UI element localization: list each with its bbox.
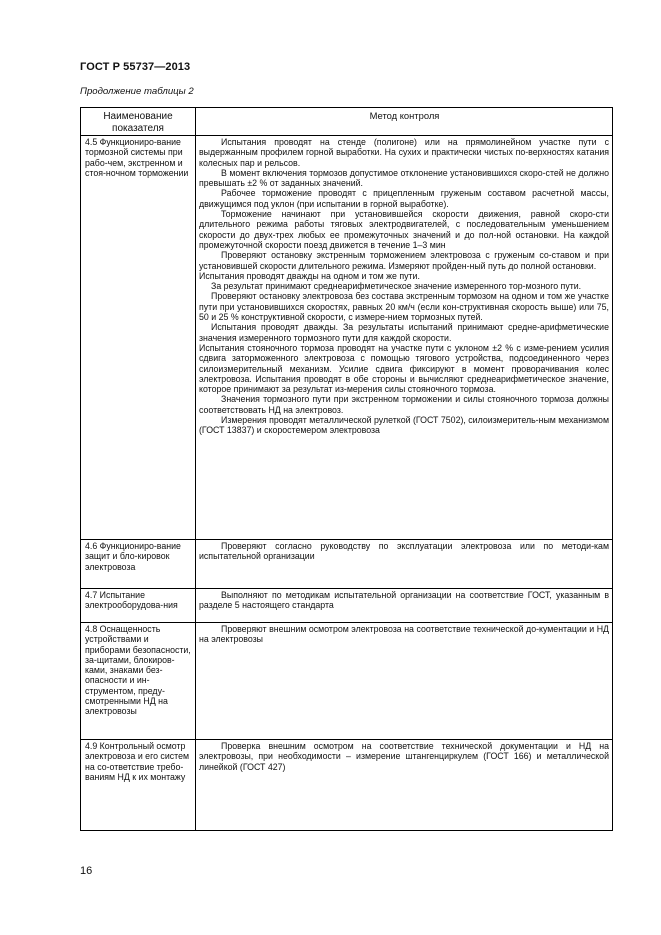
method-paragraph: За результат принимают среднеарифметическое значение измеренного тор-мозного пути. (211, 281, 582, 292)
method-paragraph: Измерения проводят металлической рулеткой (ГОСТ 7502), силоизмеритель-ным механизмом (ГОСТ 13837) и скоростемером электровоза (199, 415, 609, 436)
method-paragraph: Проверка внешним осмотром на соответствие технической документации и НД на электровозы, при необходимости – измерение штангенциркулем (ГОСТ 166) и металлической линейкой (ГОСТ 427) (199, 741, 609, 772)
table-continuation-caption: Продолжение таблицы 2 (80, 86, 194, 97)
row-name-4-6: 4.6 Функциониро-вание защит и бло-кировок электровоза (85, 541, 181, 572)
method-paragraph: Испытания проводят на стенде (полигоне) или на прямолинейном участке пути с выдержанным профилем горной выработки. На сухих и практически чистых по-верхностях катания колесных пар и рельсов. (199, 137, 609, 168)
method-paragraph: Проверяют согласно руководству по эксплуатации электровоза или по методи-кам испытательной организации (199, 541, 609, 562)
column-header-name: Наименование показателя (103, 111, 173, 134)
row-method-4-9 (199, 741, 609, 772)
row-name-4-9: 4.9 Контрольный осмотр электровоза и его систем на со-ответствие требо-ваниям НД к их монтажу (85, 741, 190, 782)
row-name-4-7: 4.7 Испытание электрооборудова-ния (85, 590, 178, 611)
row-divider (81, 135, 612, 136)
row-divider (81, 539, 612, 540)
method-paragraph: Выполняют по методикам испытательной организации на соответствие ГОСТ, указанным в разделе 5 настоящего стандарта (199, 590, 609, 611)
method-paragraph: Торможение начинают при установившейся скорости движения, равной скоро-сти длительного режима работы тяговых электродвигателей, с последовательным уменьшением скорости до двух-трех любых ее промежуточных значений и до пол-ной остановки. На каждой промежуточной скорости поезд движется в течение 1–3 мин (199, 209, 609, 250)
row-method-4-5 (199, 137, 609, 436)
method-paragraph: Проверяют остановку электровоза без состава экстренным тормозом на одном и том же участке пути при установившихся скоростях, равных 20 км/ч (если кон-структивная скорость выше) или 75, 50 и 25 % конструктивной скорости, с измере-нием тормозных путей. (199, 291, 609, 323)
method-paragraph: Испытания проводят дважды на одном и том же пути. (199, 270, 420, 281)
row-divider (81, 739, 612, 740)
document-id: ГОСТ Р 55737—2013 (80, 61, 191, 73)
row-name-4-8: 4.8 Оснащенность устройствами и приборами безопасности, за-щитами, блокиров-ками, знаками без-опасности и ин-струментом, преду-смотренными НД на электровозы (85, 624, 191, 717)
method-paragraph: В момент включения тормозов допустимое отклонение установившихся скоро-стей не должно превышать ±2 % от заданных значений. (199, 167, 609, 189)
row-method-4-8 (199, 624, 609, 645)
method-paragraph: Проверяют внешним осмотром электровоза на соответствие технической до-кументации и НД на электровозы (199, 624, 609, 645)
methods-table (80, 107, 613, 831)
method-paragraph: Испытания проводят дважды. За результаты испытаний принимают средне-арифметические значения измеренного тормозного пути для каждой скорости. (199, 322, 609, 343)
method-paragraph: Испытания стояночного тормоза проводят на участке пути с уклоном ±2 % с изме-рением усилия сдвига заторможенного электровоза с помощью тягового устройства, подсоединенного через силоизмерительный механизм. Усилие сдвига фиксируют в момент проворачивания колес электровоза. Испытания проводят в обе стороны и вычисляют среднеарифметическое значение, которое принимают за результат из-мерения силы стояночного тормоза. (199, 342, 609, 395)
column-divider (195, 108, 196, 830)
row-method-4-6 (199, 541, 609, 562)
method-paragraph: Рабочее торможение проводят с прицепленным груженым составом расчетной массы, движущимся под уклон (при испытании в горной выработке). (199, 188, 609, 209)
method-paragraph: Значения тормозного пути при экстренном торможении и силы стояночного тормоза должны соответствовать НД на электровоз. (199, 394, 609, 415)
page-number: 16 (80, 865, 93, 877)
row-divider (81, 622, 612, 623)
row-divider (81, 588, 612, 589)
row-method-4-7 (199, 590, 609, 611)
method-paragraph: Проверяют остановку экстренным торможением электровоза с груженым со-ставом и при установившей скорости длительного режима. Измеряют пройден-ный путь до полной остановки. (199, 250, 609, 271)
row-name-4-5: 4.5 Функциониро-вание тормозной системы при рабо-чем, экстренном и стоя-ночном торможении (85, 137, 189, 178)
column-header-method: Метод контроля (369, 110, 440, 121)
